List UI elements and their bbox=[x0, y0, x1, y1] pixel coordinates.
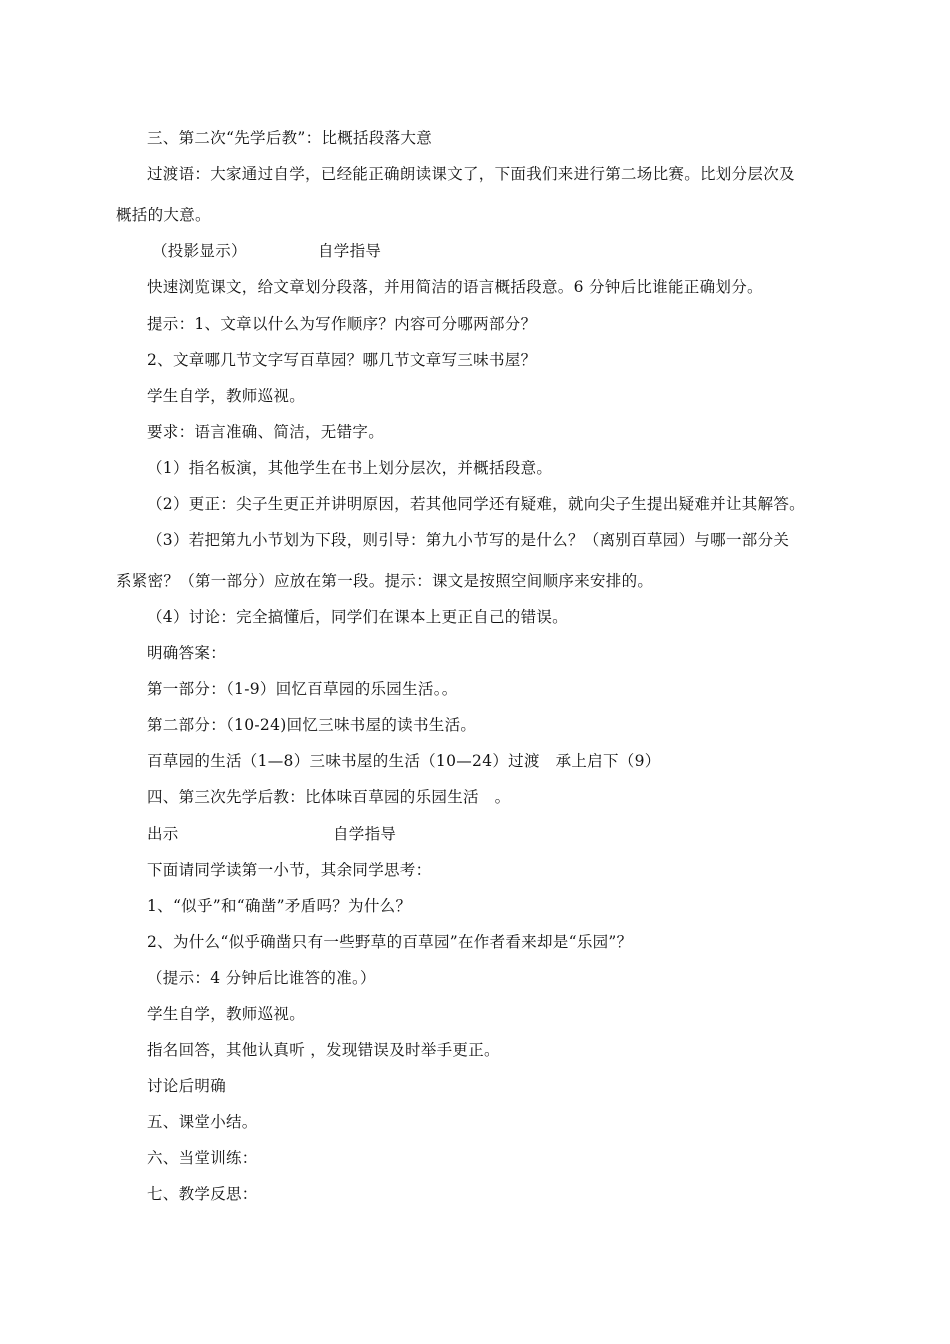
paragraph-line: 提示：1、文章以什么为写作顺序？内容可分哪两部分？ bbox=[147, 315, 537, 333]
section-5-heading: 五、课堂小结。 bbox=[147, 1113, 258, 1131]
paragraph-line: 1、“似乎”和“确凿”矛盾吗？为什么？ bbox=[147, 897, 412, 915]
paragraph-line: 百草园的生活（1—8）三味书屋的生活（10—24）过渡 承上启下（9） bbox=[147, 752, 661, 770]
section-7-heading: 七、教学反思： bbox=[147, 1185, 258, 1203]
paragraph-line: 指名回答，其他认真听 ，发现错误及时举手更正。 bbox=[147, 1041, 500, 1059]
paragraph-line: 快速浏览课文，给文章划分段落，并用简洁的语言概括段意。6 分钟后比谁能正确划分。 bbox=[147, 278, 763, 296]
paragraph-line: 学生自学，教师巡视。 bbox=[147, 1005, 306, 1023]
paragraph-line: 第一部分：（1-9）回忆百草园的乐园生活。。 bbox=[147, 680, 458, 698]
paragraph-line: 下面请同学读第一小节，其余同学思考： bbox=[147, 861, 432, 879]
paragraph-line: 讨论后明确 bbox=[147, 1077, 227, 1095]
paragraph-line: （提示：4 分钟后比谁答的准。） bbox=[147, 969, 376, 987]
paragraph-line: 学生自学，教师巡视。 bbox=[147, 387, 306, 405]
paragraph-line: （4）讨论：完全搞懂后，同学们在课本上更正自己的错误。 bbox=[147, 608, 568, 626]
paragraph-line: 2、为什么“似乎确凿只有一些野草的百草园”在作者看来却是“乐园”？ bbox=[147, 933, 633, 951]
self-study-guide-label: 自学指导 bbox=[318, 242, 382, 260]
paragraph-line: （3）若把第九小节划为下段，则引导：第九小节写的是什么？（离别百草园）与哪一部分关 bbox=[147, 531, 790, 549]
paragraph-line: （1）指名板演，其他学生在书上划分层次，并概括段意。 bbox=[147, 459, 553, 477]
paragraph-line: 2、文章哪几节文字写百草园？哪几节文章写三味书屋？ bbox=[147, 351, 537, 369]
paragraph-line: 第二部分：（10-24)回忆三味书屋的读书生活。 bbox=[147, 716, 477, 734]
projection-label: （投影显示） bbox=[152, 242, 247, 260]
self-study-guide-label: 自学指导 bbox=[333, 825, 397, 843]
section-3-heading: 三、第二次“先学后教”：比概括段落大意 bbox=[147, 129, 433, 147]
section-4-heading: 四、第三次先学后教：比体味百草园的乐园生活 。 bbox=[147, 788, 511, 806]
paragraph-line: （2）更正：尖子生更正并讲明原因，若其他同学还有疑难，就向尖子生提出疑难并让其解答。 bbox=[147, 495, 805, 513]
section-6-heading: 六、当堂训练： bbox=[147, 1149, 258, 1167]
paragraph-line: 概括的大意。 bbox=[116, 206, 211, 224]
paragraph-line: 明确答案： bbox=[147, 644, 227, 662]
paragraph-line: 系紧密？（第一部分）应放在第一段。提示：课文是按照空间顺序来安排的。 bbox=[116, 572, 654, 590]
show-label: 出示 bbox=[147, 825, 179, 843]
paragraph-line: 要求：语言准确、简洁，无错字。 bbox=[147, 423, 385, 441]
paragraph-line: 过渡语：大家通过自学，已经能正确朗读课文了，下面我们来进行第二场比赛。比划分层次及 bbox=[147, 165, 795, 183]
